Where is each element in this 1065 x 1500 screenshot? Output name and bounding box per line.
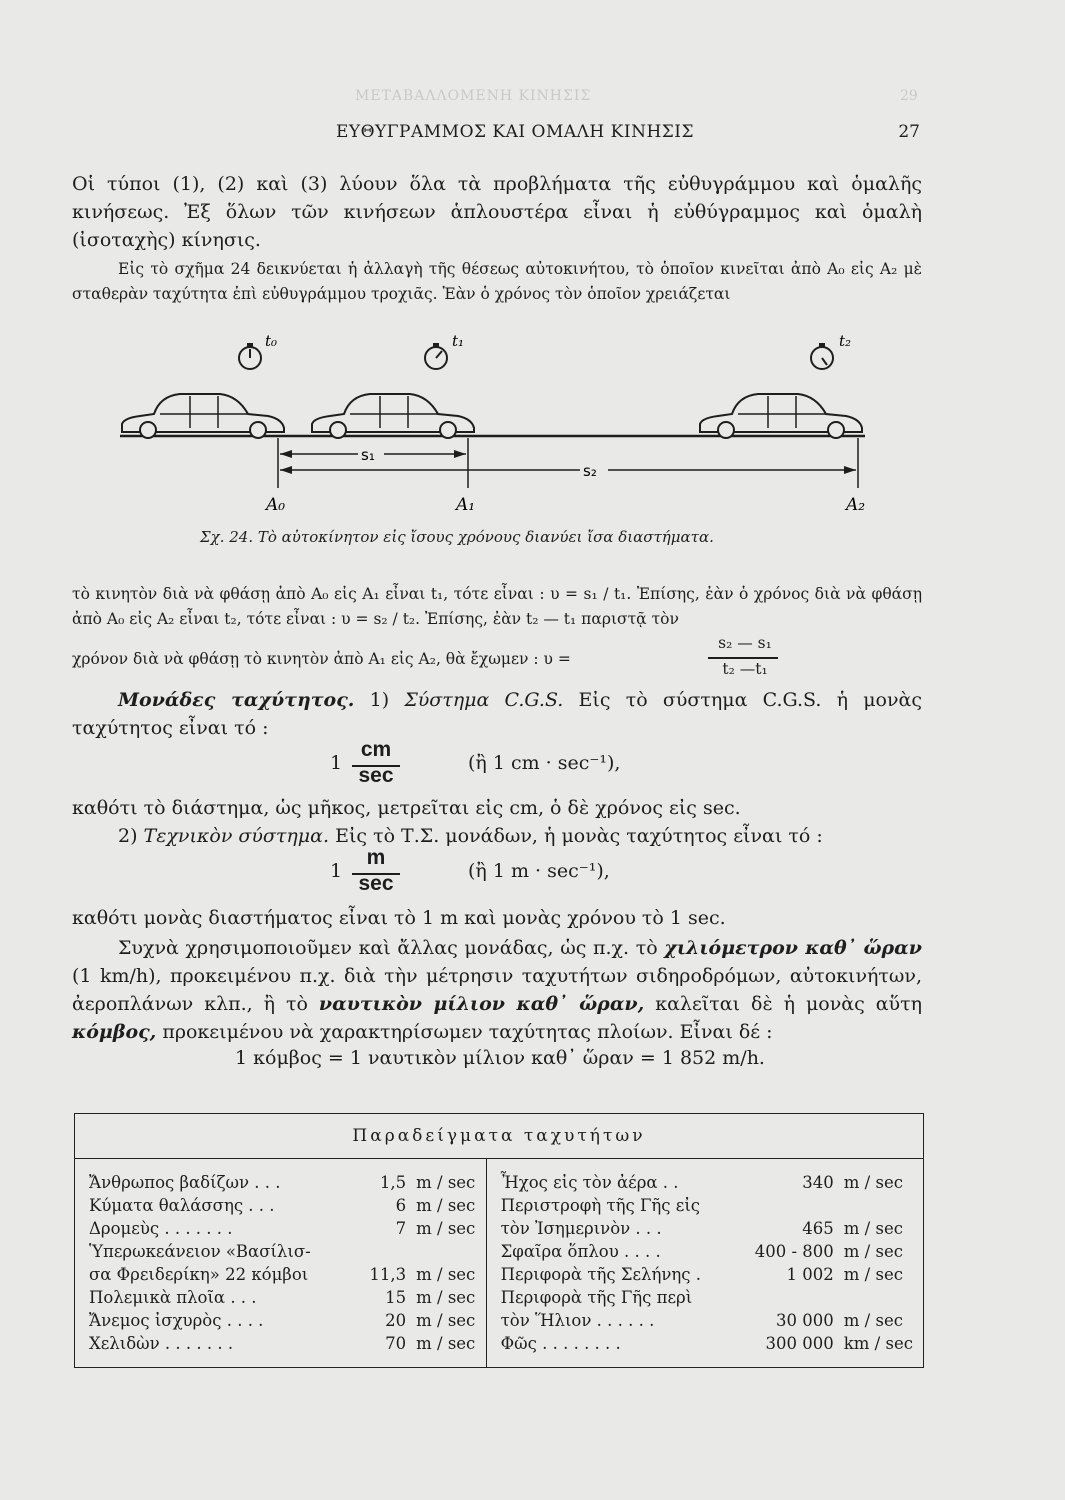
formula2-denominator: sec (358, 872, 394, 895)
table-row (75, 1194, 924, 1217)
left-example-name: Πολεμικὰ πλοῖα . . . (89, 1288, 257, 1307)
figure-caption-number: Σχ. 24. (200, 528, 254, 546)
cgs-text: Εἰς τὸ σύστημα C.G.S. ἡ μονὰς ταχύτητος εἶναι τό : (72, 689, 922, 739)
other-units-text-3: καλεῖται δὲ ἡ μονὰς αὕτη (644, 993, 922, 1015)
right-example-value: 1 002 (786, 1265, 834, 1284)
right-example-name: Σφαῖρα ὅπλου . . . . (486, 1240, 749, 1263)
clock-label-t2: t₂ (839, 332, 852, 350)
table-row (75, 1263, 924, 1286)
right-example-unit: m / sec (843, 1173, 903, 1192)
right-example-value: 300 000 (765, 1334, 834, 1353)
right-example-value: 340 (802, 1173, 834, 1192)
fraction-line (708, 657, 778, 659)
clock-label-t0: t₀ (265, 332, 278, 350)
right-example-value (749, 1286, 838, 1309)
right-example-unit: m / sec (843, 1219, 903, 1238)
position-label-a2: A₂ (846, 495, 866, 515)
paragraph-speed-formulas: τὸ κινητὸν διὰ νὰ φθάσῃ ἀπὸ A₀ εἰς A₁ εἶναι t₁, τότε εἶναι : υ = s₁ / t₁. Ἐπίσης, ἐὰν ὁ χρόνος διὰ νὰ φθάσῃ ἀπὸ A₀ εἰς A₂ εἶναι t₂, τότε εἶναι : υ = s₂ / t₂. Ἐπίσης, ἐὰν t₂ — t₁ παριστᾷ τὸν (72, 585, 922, 628)
fraction-numerator-s: s₂ — s₁ (718, 634, 772, 652)
units-heading: Μονάδες ταχύτητος. (118, 689, 355, 711)
right-example-name: Φῶς . . . . . . . . (486, 1332, 749, 1368)
technical-number: 2) (118, 825, 144, 847)
paragraph-units-technical (72, 822, 922, 850)
right-example-unit (838, 1194, 924, 1217)
left-example-name: Ἄνθρωπος βαδίζων . . . (89, 1173, 281, 1192)
left-example-unit (410, 1240, 486, 1263)
left-example-value: 7 (395, 1219, 407, 1238)
left-example-unit: m / sec (416, 1219, 476, 1238)
formula1-numerator: cm (360, 738, 392, 761)
right-example-value: 465 (802, 1219, 834, 1238)
table-row (75, 1286, 924, 1309)
right-example-name: Ἦχος εἰς τὸν ἀέρα . . (486, 1159, 749, 1195)
right-example-unit (838, 1286, 924, 1309)
formula1-denominator: sec (358, 764, 394, 787)
paragraph-speed-formula-end: χρόνον διὰ νὰ φθάσῃ τὸ κινητὸν ἀπὸ A₁ εἰς A₂, θὰ ἔχωμεν : υ = (72, 650, 571, 668)
figure-caption-text: Τὸ αὐτοκίνητον εἰς ἴσους χρόνους διανύει ἴσα διαστήματα. (257, 528, 714, 546)
left-example-value: 70 (385, 1334, 407, 1353)
knot-equation: 1 κόμβος = 1 ναυτικὸν μίλιον καθ᾽ ὥραν = 1 852 m/h. (235, 1047, 765, 1069)
paragraph-intro: Οἱ τύποι (1), (2) καὶ (3) λύουν ὅλα τὰ προβλήματα τῆς εὐθυγράμμου καὶ ὁμαλῆς κινήσεως. Ἐξ ὅλων τῶν κινήσεων ἁπλουστέρα εἶναι ἡ εὐθύγραμμος καὶ ὁμαλὴ (ἰσοταχὴς) κίνησις. (72, 173, 922, 251)
table-title: Παραδείγματα ταχυτήτων (75, 1114, 924, 1159)
bleed-through-page-number: 29 (900, 88, 918, 104)
table-row (75, 1309, 924, 1332)
left-example-unit: m / sec (416, 1288, 476, 1307)
left-example-name: Χελιδὼν . . . . . . . (89, 1334, 234, 1353)
left-example-value: 6 (395, 1196, 407, 1215)
table-row (75, 1217, 924, 1240)
term-km-per-hour: χιλιόμετρον καθ᾽ ὥραν (664, 937, 922, 959)
page-number: 27 (898, 122, 920, 142)
table-row (75, 1159, 924, 1195)
other-units-text-1: Συχνὰ χρησιμοποιοῦμεν καὶ ἄλλας μονάδας, ὡς π.χ. τὸ (118, 937, 665, 959)
fraction-denominator-t: t₂ —t₁ (722, 660, 768, 678)
left-example-unit: m / sec (416, 1173, 476, 1192)
distance-label-s2: s₂ (583, 462, 597, 480)
table-row (75, 1332, 924, 1368)
paragraph-units-cgs (72, 686, 922, 742)
right-example-unit: m / sec (843, 1265, 903, 1284)
right-example-name: τὸν Ἰσημερινὸν . . . (486, 1217, 749, 1240)
paragraph-technical-explanation: καθότι μονὰς διαστήματος εἶναι τὸ 1 m καὶ μονὰς χρόνου τὸ 1 sec. (72, 907, 726, 929)
right-example-value (749, 1194, 838, 1217)
figure-caption (200, 528, 860, 546)
other-units-text-2: (1 km/h), προκειμένου π.χ. διὰ τὴν μέτρησιν ταχυτήτων σιδηροδρόμων, αὐτοκινήτων, ἀεροπλάνων κλπ., ἢ τὸ (72, 965, 922, 1015)
formula2-numerator: m (366, 846, 386, 869)
left-example-name: Ὑπερωκεάνειον «Βασίλισ- (89, 1242, 311, 1261)
distance-arrow-s2 (280, 466, 856, 474)
car-icon-a0 (122, 394, 284, 438)
position-label-a1: A₁ (456, 495, 476, 515)
clock-label-t1: t₁ (452, 332, 465, 350)
paragraph-figure-reference: Εἰς τὸ σχῆμα 24 δεικνύεται ἡ ἀλλαγὴ τῆς θέσεως αὐτοκινήτου, τὸ ὁποῖον κινεῖται ἀπὸ A₀ εἰς A₂ μὲ σταθερὰν ταχύτητα ἐπὶ εὐθυγράμμου τροχιᾶς. Ἐὰν ὁ χρόνος τὸν ὁποῖον χρειάζεται (72, 260, 922, 303)
technical-label: Τεχνικὸν σύστημα. (143, 825, 330, 847)
right-example-unit: m / sec (843, 1242, 903, 1261)
left-example-name: σα Φρειδερίκη» 22 κόμβοι (89, 1265, 309, 1284)
right-example-name: Περιφορὰ τῆς Σελήνης . (486, 1263, 749, 1286)
formula2-alternative: (ἢ 1 m · sec⁻¹), (468, 860, 610, 882)
right-example-name: τὸν Ἥλιον . . . . . . (486, 1309, 749, 1332)
car-icon-a1 (312, 394, 474, 438)
stopwatch-icon-t0 (239, 343, 261, 369)
term-knot: κόμβος, (72, 1021, 157, 1043)
term-nautical-mile-per-hour: ναυτικὸν μίλιον καθ᾽ ὥραν, (318, 993, 645, 1015)
stopwatch-icon-t2 (811, 343, 833, 369)
right-example-value: 400 - 800 (754, 1242, 834, 1261)
cgs-label: Σύστημα C.G.S. (404, 689, 564, 711)
left-example-value: 1,5 (379, 1173, 407, 1192)
other-units-text-4: προκειμένου νὰ χαρακτηρίσωμεν ταχύτητας πλοίων. Εἶναι δέ : (156, 1021, 773, 1043)
left-example-name: Κύματα θαλάσσης . . . (89, 1196, 275, 1215)
right-example-value: 30 000 (776, 1311, 834, 1330)
left-example-unit: m / sec (416, 1334, 476, 1353)
stopwatch-icon-t1 (425, 343, 447, 369)
right-example-name: Περιφορὰ τῆς Γῆς περὶ (486, 1286, 749, 1309)
bleed-through-header: ΜΕΤΑΒΑΛΛΟΜΕΝΗ ΚΙΝΗΣΙΣ (355, 88, 592, 104)
technical-text: Εἰς τὸ Τ.Σ. μονάδων, ἡ μονὰς ταχύτητος εἶναι τό : (329, 825, 823, 847)
left-example-name: Ἄνεμος ἰσχυρὸς . . . . (89, 1311, 264, 1330)
left-example-value: 15 (385, 1288, 407, 1307)
position-label-a0: A₀ (266, 495, 286, 515)
left-example-name: Δρομεὺς . . . . . . . (89, 1219, 233, 1238)
formula2-one: 1 (330, 860, 343, 882)
left-example-unit: m / sec (416, 1311, 476, 1330)
left-example-value (349, 1240, 410, 1263)
running-title: ΕΥΘΥΓΡΑΜΜΟΣ ΚΑΙ ΟΜΑΛΗ ΚΙΝΗΣΙΣ (335, 122, 695, 142)
left-example-unit: m / sec (416, 1265, 476, 1284)
left-example-value: 20 (385, 1311, 407, 1330)
running-header (0, 122, 1065, 144)
right-example-unit: m / sec (843, 1311, 903, 1330)
right-example-unit: km / sec (843, 1334, 913, 1353)
speed-examples-table (74, 1113, 924, 1368)
distance-label-s1: s₁ (361, 446, 375, 464)
formula1-alternative: (ἢ 1 cm · sec⁻¹), (468, 752, 621, 774)
paragraph-other-units (72, 934, 922, 1046)
paragraph-cgs-explanation: καθότι τὸ διάστημα, ὡς μῆκος, μετρεῖται εἰς cm, ὁ δὲ χρόνος εἰς sec. (72, 797, 741, 819)
left-example-value: 11,3 (369, 1265, 407, 1284)
formula1-one: 1 (330, 752, 343, 774)
car-icon-a2 (700, 394, 862, 438)
cgs-number: 1) (369, 689, 405, 711)
right-example-name: Περιστροφὴ τῆς Γῆς εἰς (486, 1194, 749, 1217)
left-example-unit: m / sec (416, 1196, 476, 1215)
figure-24 (110, 330, 870, 520)
table-row (75, 1240, 924, 1263)
